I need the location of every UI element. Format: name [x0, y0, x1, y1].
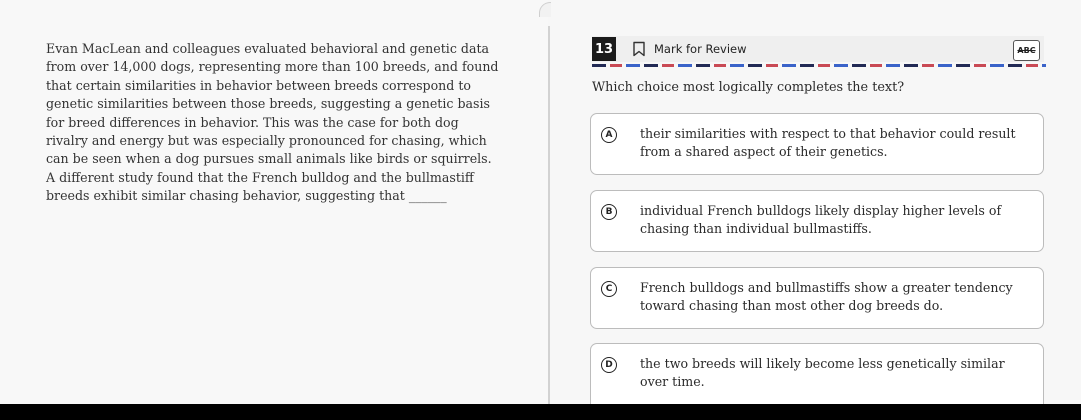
- choice-a[interactable]: [590, 113, 1044, 175]
- passage-line: breeds exhibit similar chasing behavior, suggesting that ______: [46, 188, 447, 204]
- passage-pane: [0, 0, 548, 404]
- passage-line: that certain similarities in behavior between breeds correspond to: [46, 77, 472, 93]
- answer-eliminator-button[interactable]: [1013, 40, 1040, 61]
- choice-c[interactable]: [590, 267, 1044, 329]
- choice-line: from a shared aspect of their genetics.: [640, 144, 888, 160]
- passage-text: [46, 40, 514, 206]
- choice-line: individual French bulldogs likely display higher levels of: [640, 203, 1002, 218]
- question-prompt: Which choice most logically completes the text?: [592, 80, 905, 95]
- choice-text-b: [640, 202, 1031, 239]
- choice-d[interactable]: [590, 343, 1044, 404]
- choice-line: chasing than individual bullmastiffs.: [640, 221, 872, 237]
- choice-line: over time.: [640, 374, 705, 390]
- choice-b[interactable]: [590, 190, 1044, 252]
- choice-letter-b: B: [601, 204, 617, 220]
- abc-strike-icon: ABC: [1017, 46, 1036, 55]
- question-number-badge: 13: [592, 37, 616, 61]
- mark-for-review-label: Mark for Review: [654, 42, 747, 56]
- bookmark-icon: [632, 41, 646, 57]
- choice-text-c: [640, 279, 1031, 316]
- bottom-black-bar: [0, 404, 1081, 420]
- passage-line: Evan MacLean and colleagues evaluated behavioral and genetic data: [46, 41, 490, 56]
- choice-line: their similarities with respect to that behavior could result: [640, 126, 1016, 141]
- passage-line: for breed differences in behavior. This was the case for both dog: [46, 114, 459, 130]
- choice-text-a: [640, 125, 1031, 162]
- choice-line: toward chasing than most other dog breeds do.: [640, 298, 944, 314]
- mark-for-review-button[interactable]: [632, 39, 747, 59]
- passage-line: A different study found that the French bulldog and the bullmastiff: [46, 169, 474, 185]
- choice-letter-c: C: [601, 281, 617, 297]
- pane-divider[interactable]: [548, 26, 550, 404]
- passage-line: genetic similarities between those breeds, suggesting a genetic basis: [46, 96, 490, 112]
- passage-line: can be seen when a dog pursues small animals like birds or squirrels.: [46, 151, 492, 167]
- choice-letter-d: D: [601, 357, 617, 373]
- choice-letter-a: A: [601, 127, 617, 143]
- header-dashed-divider: [592, 64, 1046, 67]
- passage-line: from over 14,000 dogs, representing more than 100 breeds, and found: [46, 59, 499, 75]
- choice-text-d: [640, 355, 1031, 392]
- passage-line: rivalry and energy but was especially pronounced for chasing, which: [46, 133, 487, 149]
- choice-line: French bulldogs and bullmastiffs show a greater tendency: [640, 280, 1013, 295]
- choice-line: the two breeds will likely become less genetically similar: [640, 356, 1005, 371]
